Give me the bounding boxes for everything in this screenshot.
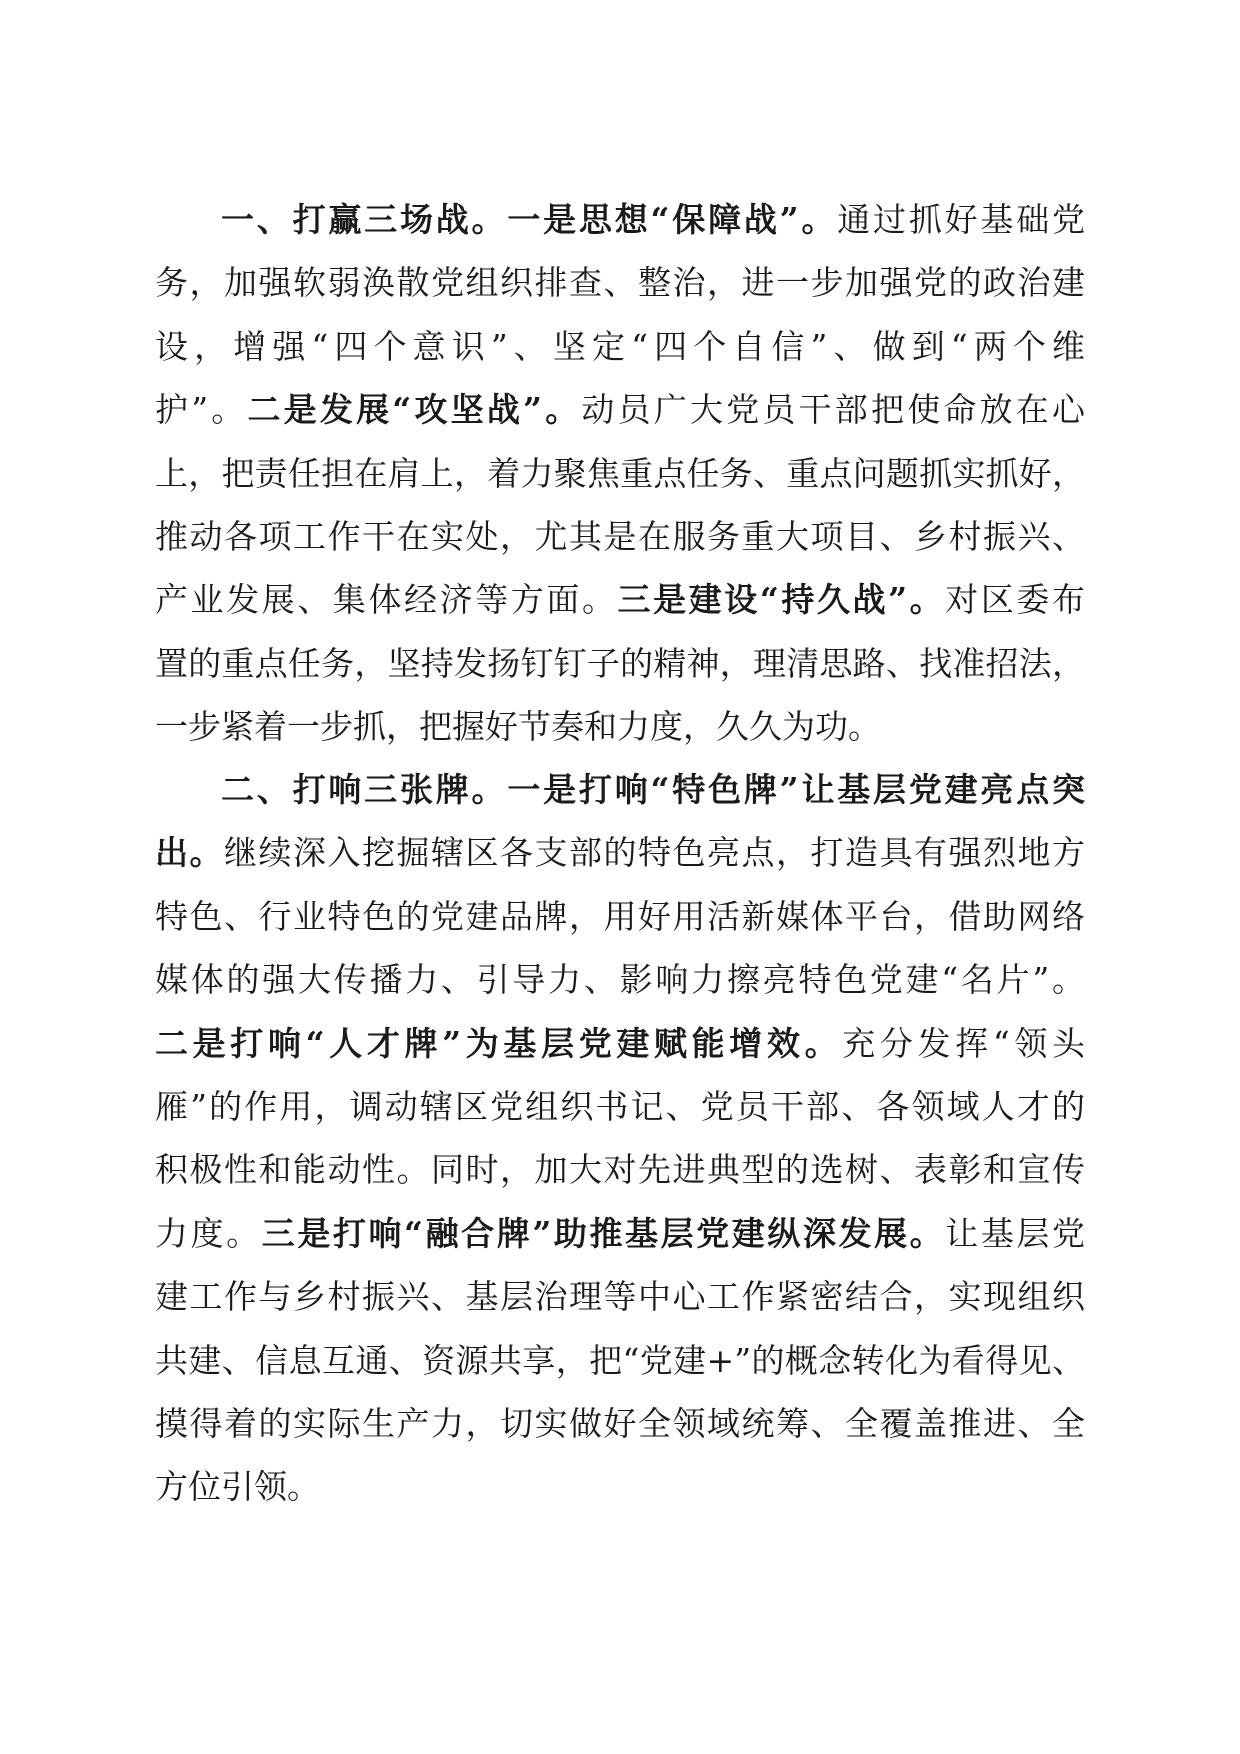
bold-heading: 三是打响“融合牌”助推基层党建纵深发展。 (261, 1213, 946, 1253)
text-line (155, 1265, 1085, 1328)
text-run: 对区委布 (945, 580, 1085, 620)
text-run: 特色、行业特色的党建品牌，用好用活新媒体平台，借助网络 (155, 896, 1085, 936)
text-run: 护”。 (155, 390, 248, 430)
text-line (155, 1138, 1085, 1201)
text-line (155, 948, 1085, 1011)
bold-heading: 三是建设“持久战”。 (617, 580, 946, 620)
text-line (155, 758, 1085, 821)
bold-heading: 二是打响“人才牌”为基层党建赋能增效。 (155, 1023, 843, 1063)
text-line (155, 885, 1085, 948)
text-line (155, 1392, 1085, 1455)
paragraph-three-battles (155, 188, 1085, 759)
text-run: 雁”的作用，调动辖区党组织书记、党员干部、各领域人才的 (155, 1086, 1085, 1126)
text-line (155, 1455, 1085, 1518)
text-line (155, 315, 1085, 378)
text-run: 动员广大党员干部把使命放在心 (581, 390, 1086, 430)
text-line (155, 378, 1085, 441)
text-run: 让基层党 (945, 1213, 1085, 1253)
bold-heading: 一、打赢三场战。一是思想“保障战”。 (221, 200, 838, 239)
text-run: 建工作与乡村振兴、基层治理等中心工作紧密结合，实现组织 (155, 1277, 1085, 1317)
text-run: 力度。 (155, 1213, 262, 1253)
text-line (155, 1012, 1085, 1075)
text-run: 方位引领。 (155, 1467, 320, 1507)
text-line (155, 821, 1085, 884)
text-run: 置的重点任务，坚持发扬钉钉子的精神，理清思路、找准招法， (155, 643, 1085, 683)
text-run: 产业发展、集体经济等方面。 (155, 580, 618, 620)
bold-heading: 出。 (155, 833, 224, 873)
text-run: 务，加强软弱涣散党组织排查、整治，进一步加强党的政治建 (155, 263, 1085, 303)
text-run: 媒体的强大传播力、引导力、影响力擦亮特色党建“名片”。 (155, 960, 1085, 1000)
text-run: 上，把责任担在肩上，着力聚焦重点任务、重点问题抓实抓好， (155, 453, 1085, 493)
text-line (155, 251, 1085, 314)
text-run: 积极性和能动性。同时，加大对先进典型的选树、表彰和宣传 (155, 1150, 1085, 1190)
text-run: 推动各项工作干在实处，尤其是在服务重大项目、乡村振兴、 (155, 516, 1085, 556)
text-run: 充分发挥“领头 (842, 1023, 1085, 1063)
text-run: 一步紧着一步抓，把握好节奏和力度，久久为功。 (155, 707, 881, 747)
text-line (155, 188, 1085, 251)
text-line (155, 632, 1085, 695)
text-line (155, 505, 1085, 568)
text-run: 继续深入挖掘辖区各支部的特色亮点，打造具有强烈地方 (224, 833, 1085, 873)
text-line (155, 695, 1085, 758)
text-run: 通过抓好基础党 (837, 200, 1086, 239)
text-line (155, 1202, 1085, 1265)
text-run: 摸得着的实际生产力，切实做好全领域统筹、全覆盖推进、全 (155, 1403, 1085, 1443)
text-line (155, 1329, 1085, 1392)
text-line (155, 442, 1085, 505)
text-run: 设，增强“四个意识”、坚定“四个自信”、做到“两个维 (155, 326, 1085, 366)
text-line (155, 568, 1085, 631)
bold-heading: 二是发展“攻坚战”。 (247, 390, 582, 430)
paragraph-three-cards (155, 758, 1085, 1519)
bold-heading: 二、打响三张牌。一是打响“特色牌”让基层党建亮点突 (221, 770, 1085, 809)
text-run: 共建、信息互通、资源共享，把“党建+”的概念转化为看得见、 (155, 1340, 1085, 1380)
text-line (155, 1075, 1085, 1138)
